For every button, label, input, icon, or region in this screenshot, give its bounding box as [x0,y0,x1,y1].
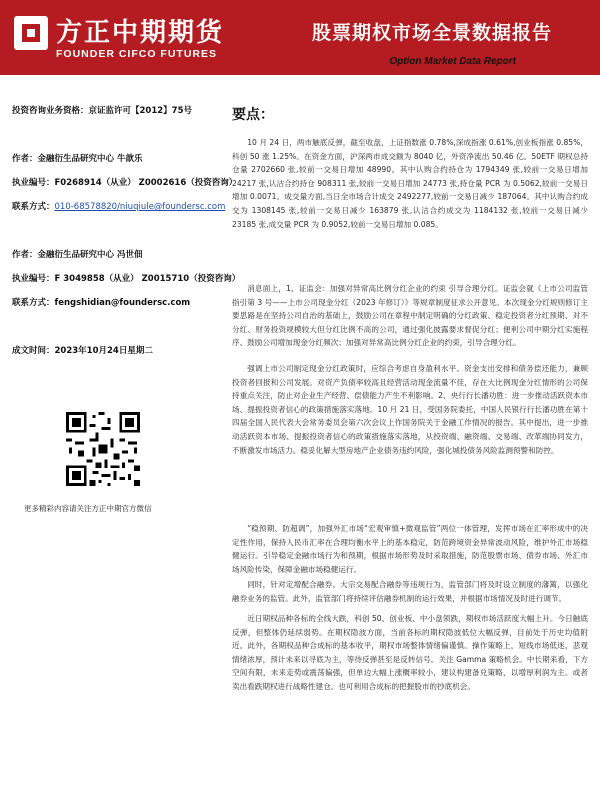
company-name-en: FOUNDER CIFCO FUTURES [56,48,217,60]
report-subtitle: Option Market Data Report [389,56,516,67]
paragraph-news-fx: “稳预期、防超调”，加强外汇市场“宏观审慎+微观监管”两位一体管理，发挥市场在汇率形成中的决定性作用，保持人民币汇率在合理均衡水平上的基本稳定，防范跨境资金异常波动风险，维护外汇市场稳健运行。引导稳定金融市场行为和预期，根据市场形势及时采取措施，防范股票市场、债券市场、外汇市场风险传染，保障金融市场稳健运行。 [232,524,588,574]
author1-registration: 执业编号：F0268914（从业） Z0002616（投资咨询） [12,178,238,188]
wechat-qr-code-icon [66,412,140,486]
paragraph-news-pboc: 强调上市公司制定现金分红政策时，应综合考虑自身盈利水平、资金支出安排和债务偿还能力，兼顾投资者回报和公司发展。对资产负债率较高且经营活动现金流量不佳，存在大比例现金分红情形的公司保持重点关注，防止对企业生产经营、偿债能力产生不利影响。2、央行行长潘功胜：进一步推动活跃资本市场、提振投资者信心的政策措施落实落地。10 月 21 日，受国务院委托，中国人民银行行长潘功胜在第十四届全国人民代表大会常务委员会第六次会议上作国务院关于金融工作情况的报告。其中提出，进一步推动活跃资本市场、提振投资者信心的政策措施落实落地，从投资端、融资端、交易端、改革端协同发力，不断激发市场活力。稳妥化解大型房地产企业债务违约风险，强化城投债务风险监测预警和防控。 [232,364,588,455]
company-logo-icon [14,16,48,50]
qr-caption: 更多精彩内容请关注方正中期官方微信 [24,504,152,513]
key-points-title: 要点： [232,107,274,123]
paragraph-market-summary: 10 月 24 日，两市触底反弹，截至收盘，上证指数涨 0.78%,深成指涨 0.61%,创业板指涨 0.85%，科创 50 涨 1.25%。在资金方面，沪深两市成交额为 8040 亿，外资净流出 50.46 亿。50ETF 期权总持仓量 2702660 张,较前一交易日增加 48990。其中认购合约持仓为 1794349 张,较前一交易日增加 24217 张,认沽合约持仓 908311 张,较前一交易日增加 24773 张,持仓量 PCR 为 0.5062,较前一交易日增加 0.0071。成交量方面,当日全市场合计成交 2492277,较前一交易日减少 187064。其中认购合约成交为 1308145 张,较前一交易日减少 163879 张,认沽合约成交为 1184132 张,较前一交易日减少 23185 张,成交量 PCR 为 0.9052,较前一交易日增加 0.085。 [232,138,588,229]
author2-contact: 联系方式：fengshidian@foundersc.com [12,298,191,308]
paragraph-news-margin: 同时，针对定增配合融券、大宗交易配合融券等违规行为，监管部门将及时设立制度的藩篱，以强化融券业务的监管。此外，监管部门将持续评估融券机制的运行效果，并根据市场情况及时进行调节。 [232,580,588,603]
paragraph-news-dividend: 消息面上，1、证监会：加强对异常高比例分红企业的约束 引导合理分红。证监会就《上市公司监管指引第 3 号——上市公司现金分红（2023 年修订）》等规章制度征求公开意见。本次现金分红规则修订主要思路是在坚持公司自治的基础上，鼓励公司在章程中制定明确的分红政策、稳定投资者分红预期、对不分红、财务投资规模较大但分红比例不高的公司，通过强化披露要求督促分红；便利公司中期分红实施程序、鼓励公司增加现金分红频次；加强对异常高比例分红企业的约束，引导合理分红。 [232,284,588,348]
author1-contact-label: 联系方式： [12,202,55,212]
author2-name: 作者：金融衍生品研究中心 冯世佃 [12,250,143,260]
author2-registration: 执业编号：F 3049858（从业） Z0015710（投资咨询） [12,274,241,284]
report-date: 成文时间：2023年10月24日星期二 [12,346,153,356]
paragraph-strategy: 近日期权品种各标的全线大跌，科创 50、创业板、中小盘领跌，期权市场活跃度大幅上升。今日触底反弹，但整体仍延续弱势。在期权隐波方面，当前各标的期权隐波低位大幅反弹，目前处于历史均值附近。此外，各期权品种合成标的基本收平，期权市场整体情绪偏谨慎。操作策略上，短线市场低迷，悲观情绪浓厚，预计未来以寻底为主，等待反弹甚至是反转信号。关注 Gamma 策略机会。中长期来看，下方空间有限，未来走势或震荡偏强，但单边大幅上涨概率较小，建议构建备兑策略，以增厚利润为主。或者卖出看跌期权进行战略性建仓。也可利用合成标的把握股市的抄底机会。 [232,614,588,691]
author1-contact [12,200,225,212]
report-title: 股票期权市场全景数据报告 [311,22,552,44]
company-name-cn: 方正中期期货 [56,18,225,48]
license-line: 投资咨询业务资格：京证监许可【2012】75号 [12,106,192,116]
author1-name: 作者：金融衍生品研究中心 牛歆乐 [12,154,143,164]
author1-contact-link[interactable]: 010-68578820/niuqiule@foundersc.com [54,202,226,212]
